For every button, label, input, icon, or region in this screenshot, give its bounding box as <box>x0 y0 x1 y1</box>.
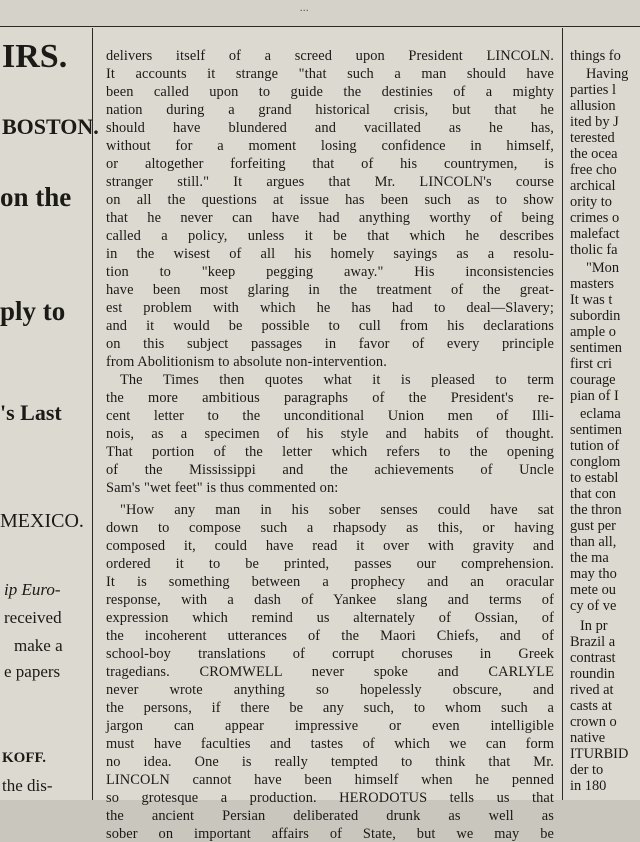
right-line: first cri <box>570 356 612 372</box>
right-line: may tho <box>570 566 617 582</box>
right-line: ample o <box>570 324 616 340</box>
article-line: sober on important affairs of State, but we may be <box>106 826 554 842</box>
left-line-2: BOSTON. <box>2 114 99 139</box>
right-line: to establ <box>570 470 619 486</box>
right-line: native <box>570 730 606 746</box>
article-line: the ancient Persian deliberated drunk as well as <box>106 808 554 824</box>
right-line: than all, <box>570 534 617 550</box>
right-line: the thron <box>570 502 622 518</box>
left-line-9: make a <box>14 636 63 655</box>
left-line-11: KOFF. <box>2 750 47 766</box>
right-line: archical <box>570 178 616 194</box>
left-line-8: received <box>4 608 62 627</box>
article-line: delivers itself of a screed upon President LINCOLN. <box>106 48 554 64</box>
right-line: things fo <box>570 48 621 64</box>
right-line: pian of I <box>570 388 619 404</box>
right-line: tholic fa <box>570 242 618 258</box>
right-line: Brazil a <box>570 634 616 650</box>
article-line: from Abolitionism to absolute non-intervention. <box>106 354 387 370</box>
right-line: roundin <box>570 666 615 682</box>
article-line: The Times then quotes what it is pleased to term <box>120 372 554 388</box>
article-line: or altogether forfeiting that of his countrymen, is <box>106 156 554 172</box>
right-line: ited by J <box>570 114 619 130</box>
right-line: that con <box>570 486 616 502</box>
right-line: crimes o <box>570 210 620 226</box>
left-line-1: IRS. <box>2 38 68 75</box>
article-line: no idea. One is really tempted to think that Mr. <box>106 754 554 770</box>
article-line: tion to "keep pegging away." His inconsistencies <box>106 264 554 280</box>
article-line: composed it, could have read it over with gravity and <box>106 538 554 554</box>
article-line: that he never can have had anything worthy of being <box>106 210 554 226</box>
right-line: "Mon <box>586 260 620 276</box>
right-line: conglom <box>570 454 621 470</box>
article-line: been called upon to guide the destinies of a mighty <box>106 84 554 100</box>
article-line: LINCOLN cannot have been himself when he penned <box>106 772 554 788</box>
right-line: free cho <box>570 162 617 178</box>
article-line: the persons, if there be any such, to whom such a <box>106 700 554 716</box>
right-line: tution of <box>570 438 620 454</box>
article-line: cent letter to the unconditional Union men of Illi- <box>106 408 554 424</box>
right-column <box>566 28 640 800</box>
article-line: It is something between a prophecy and an oracular <box>106 574 554 590</box>
column-rule-left <box>92 28 93 800</box>
left-line-10: e papers <box>4 662 61 681</box>
left-line-4: ply to <box>0 296 66 326</box>
article-line: That portion of the letter which refers to the opening <box>106 444 554 460</box>
right-line: contrast <box>570 650 616 666</box>
article-column <box>98 28 560 842</box>
article-line: in the wisest of all his homely sayings as a resolu- <box>106 246 554 262</box>
article-line: expression which remind us alternately of Ossian, of <box>106 610 554 626</box>
left-line-7: ip Euro- <box>4 580 61 599</box>
article-line: est problem with which he has had to deal—Slavery; <box>106 300 554 316</box>
left-line-3: on the <box>0 182 72 212</box>
right-line: terested <box>570 130 615 146</box>
right-line: the ocea <box>570 146 618 162</box>
article-line: so grotesque a production. HERODOTUS tells us that <box>106 790 554 806</box>
article-line: never wrote anything so hopelessly obscure, and <box>106 682 554 698</box>
right-line: subordin <box>570 308 621 324</box>
article-line: should have blundered and vacillated as he has, <box>106 120 554 136</box>
right-line: malefact <box>570 226 620 242</box>
right-line: der to <box>570 762 604 778</box>
right-line: masters <box>570 276 614 292</box>
article-line: down to compose such a rhapsody as this, or having <box>106 520 554 536</box>
article-line: jargon can appear impressive or even intelligible <box>106 718 554 734</box>
right-line: gust per <box>570 518 616 534</box>
article-line: nation during a grand historical crisis, but that he <box>106 102 554 118</box>
article-line: called a policy, unless it be that which he describes <box>106 228 554 244</box>
article-line: the incoherent utterances of the Maori Chiefs, and of <box>106 628 554 644</box>
right-line: casts at <box>570 698 612 714</box>
article-line: response, with a dash of Yankee slang and terms of <box>106 592 554 608</box>
right-line: In pr <box>580 618 608 634</box>
top-rule <box>0 26 640 27</box>
right-line: rived at <box>570 682 614 698</box>
right-line: allusion <box>570 98 616 114</box>
right-line: mete ou <box>570 582 616 598</box>
right-line: in 180 <box>570 778 607 794</box>
article-line: ordered it to be printed, passes our comprehension. <box>106 556 554 572</box>
article-line: on this subject passages in favor of every principle <box>106 336 554 352</box>
article-line: and it would be possible to cull from his declarations <box>106 318 554 334</box>
right-line: crown o <box>570 714 617 730</box>
right-line: the ma <box>570 550 609 566</box>
article-line: stranger still." It argues that Mr. LINCOLN's course <box>106 174 554 190</box>
column-rule-right <box>562 28 563 800</box>
article-line: on all the questions at issue has been such as to show <box>106 192 554 208</box>
article-line: Sam's "wet feet" is thus commented on: <box>106 480 339 496</box>
right-line: courage <box>570 372 616 388</box>
article-line: of the Mississippi and the achievements of Uncle <box>106 462 554 478</box>
left-column <box>0 28 99 800</box>
right-line: sentimen <box>570 340 622 356</box>
left-line-5: 's Last <box>0 400 62 425</box>
article-line: nois, as a specimen of his style and habits of thought. <box>106 426 554 442</box>
article-line: It accounts it strange "that such a man should have <box>106 66 554 82</box>
article-line: "How any man in his sober senses could have sat <box>120 502 554 518</box>
right-line: cy of ve <box>570 598 617 614</box>
right-line: parties l <box>570 82 616 98</box>
top-fragment: ... <box>300 0 309 14</box>
right-line: eclama <box>580 406 621 422</box>
right-line: sentimen <box>570 422 622 438</box>
right-line: Having <box>586 66 629 82</box>
page-top-edge <box>0 0 640 27</box>
right-line: It was t <box>570 292 613 308</box>
right-line: ority to <box>570 194 612 210</box>
article-line: must have faculties and tastes of which we can form <box>106 736 554 752</box>
article-line: the more ambitious paragraphs of the President's re- <box>106 390 554 406</box>
left-line-6: MEXICO. <box>0 510 84 532</box>
article-line: school-boy translations of corrupt choruses in Greek <box>106 646 554 662</box>
article-line: without for a moment losing confidence in himself, <box>106 138 554 154</box>
article-line: tragedians. CROMWELL never spoke and CARLYLE <box>106 664 554 680</box>
article-line: have been most glaring in the treatment of the great- <box>106 282 554 298</box>
left-line-12: the dis- <box>2 776 53 795</box>
right-line: ITURBID <box>570 746 629 762</box>
